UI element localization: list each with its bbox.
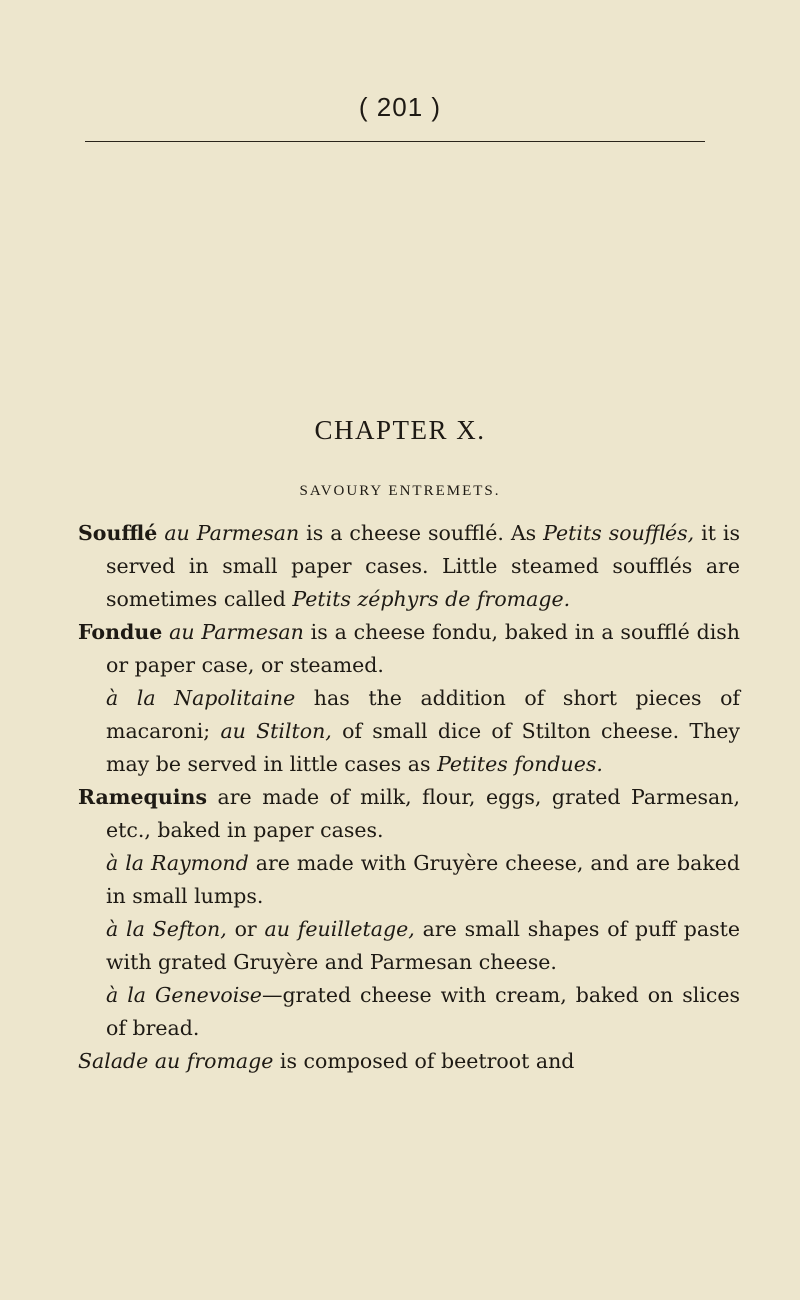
- entry-variant: à la Genevoise: [106, 983, 262, 1007]
- entry-text: it is served in small paper cases. Little steamed soufflés are sometimes called: [106, 521, 741, 611]
- page-number: ( 201 ): [358, 92, 442, 122]
- entry-variant: Petits zéphyrs de fromage.: [292, 587, 571, 611]
- section-title: SAVOURY ENTREMETS.: [299, 483, 501, 499]
- entry-ramequins-raymond: [78, 847, 740, 913]
- entry-salade: [78, 1045, 740, 1078]
- entry-fondue: [78, 616, 740, 682]
- entry-variant: à la Sefton,: [106, 917, 227, 941]
- entry-text: is a cheese soufflé. As: [299, 521, 544, 545]
- entry-text: is a cheese fondu, baked in a soufflé dish or paper case, or steamed.: [106, 620, 740, 677]
- entry-text: has the addition of short pieces of macaroni;: [106, 686, 741, 743]
- entry-variant: à la Napolitaine: [106, 686, 296, 710]
- page-body: [78, 517, 740, 1078]
- entry-variant: Petits soufflés,: [543, 521, 695, 545]
- entry-text: are small shapes of puff paste with grated Gruyère and Parmesan cheese.: [106, 917, 740, 974]
- entry-souffle: [78, 517, 740, 616]
- entry-variant: au feuilletage,: [264, 917, 415, 941]
- entry-variant: Petites fondues.: [437, 752, 603, 776]
- entry-fondue-napolitaine: [78, 682, 740, 781]
- entry-text: is composed of beetroot and: [273, 1049, 575, 1073]
- entry-ramequins-sefton: [78, 913, 740, 979]
- entry-ramequins: [78, 781, 740, 847]
- entry-heading: Ramequins: [78, 785, 207, 809]
- chapter-title: CHAPTER X.: [314, 415, 486, 445]
- entry-text: or: [226, 917, 265, 941]
- entry-variant: au Stilton,: [220, 719, 332, 743]
- entry-variant: au Parmesan: [164, 521, 300, 545]
- entry-text: —grated cheese with cream, baked on slices of bread.: [106, 983, 740, 1040]
- entry-heading: Fondue: [78, 620, 163, 644]
- entry-variant: au Parmesan: [169, 620, 304, 644]
- entry-heading: Soufflé: [78, 521, 158, 545]
- entry-variant: à la Raymond: [106, 851, 249, 875]
- entry-text: are made with Gruyère cheese, and are baked in small lumps.: [106, 851, 740, 908]
- entry-variant: Salade au fromage: [78, 1049, 274, 1073]
- entry-text: of small dice of Stilton cheese. They may be served in little cases as: [106, 719, 740, 776]
- entry-ramequins-genevoise: [78, 979, 740, 1045]
- header-rule: [85, 141, 705, 142]
- entry-text: are made of milk, flour, eggs, grated Parmesan, etc., baked in paper cases.: [106, 785, 740, 842]
